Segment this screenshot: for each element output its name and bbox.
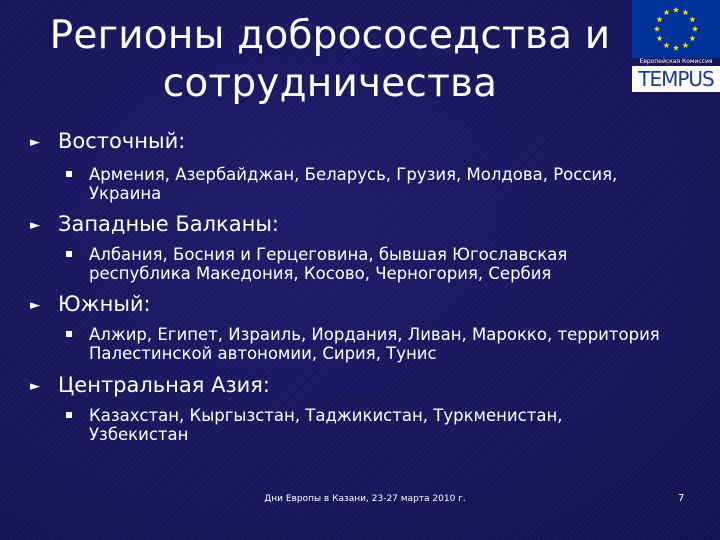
sub-bullet-text: Казахстан, Кыргызстан, Таджикистан, Туркменистан, Узбекистан [89, 406, 563, 444]
section-heading: Восточный: [58, 129, 186, 153]
eu-star-icon [682, 9, 688, 15]
slide-title [40, 12, 620, 108]
triangle-bullet-icon: ► [30, 218, 40, 233]
sub-bullet-central-asia [66, 406, 666, 444]
bullet-western-balkans [30, 211, 279, 239]
eu-star-icon [663, 9, 669, 15]
slide-title-line-1: Регионы добрососедства и [49, 13, 611, 58]
eu-star-icon [689, 16, 695, 22]
eu-star-icon [682, 42, 688, 48]
triangle-bullet-icon: ► [30, 379, 40, 394]
slide-footer: Дни Европы в Казани, 23-27 марта 2010 г. [264, 494, 466, 504]
sub-bullet-western-balkans [66, 245, 666, 283]
slide-title-line-2: сотрудничества [162, 61, 498, 106]
bullet-central-asia [30, 372, 270, 400]
square-bullet-icon [66, 412, 72, 418]
eu-star-icon [657, 35, 663, 41]
eu-flag-icon [632, 0, 720, 58]
sub-bullet-text: Албания, Босния и Герцеговина, бывшая Югославская республика Македония, Косово, Черногория, Сербия [89, 245, 568, 283]
triangle-bullet-icon: ► [30, 135, 40, 150]
sub-bullet-text: Алжир, Египет, Израиль, Иордания, Ливан, Марокко, территория Палестинской автономии, Сирия, Тунис [89, 325, 660, 363]
eu-star-icon [673, 45, 679, 51]
square-bullet-icon [66, 331, 72, 337]
sub-bullet-east [66, 165, 666, 203]
triangle-bullet-icon: ► [30, 298, 40, 313]
bullet-east [30, 128, 186, 156]
eu-star-icon [654, 26, 660, 32]
bullet-south [30, 291, 151, 319]
square-bullet-icon [66, 251, 72, 257]
eu-star-icon [692, 26, 698, 32]
eu-star-icon [689, 35, 695, 41]
logo-brand-text: TEMPUS [632, 66, 720, 92]
eu-tempus-logo [632, 0, 720, 92]
sub-bullet-south [66, 325, 666, 363]
square-bullet-icon [66, 171, 72, 177]
section-heading: Южный: [58, 292, 151, 316]
page-number: 7 [678, 493, 685, 504]
eu-star-icon [673, 7, 679, 13]
sub-bullet-text: Армения, Азербайджан, Беларусь, Грузия, Молдова, Россия, Украина [89, 165, 618, 203]
logo-caption: Европейская Комиссия [639, 58, 713, 65]
section-heading: Центральная Азия: [58, 373, 270, 397]
section-heading: Западные Балканы: [58, 212, 279, 236]
eu-star-icon [657, 16, 663, 22]
eu-star-icon [663, 42, 669, 48]
